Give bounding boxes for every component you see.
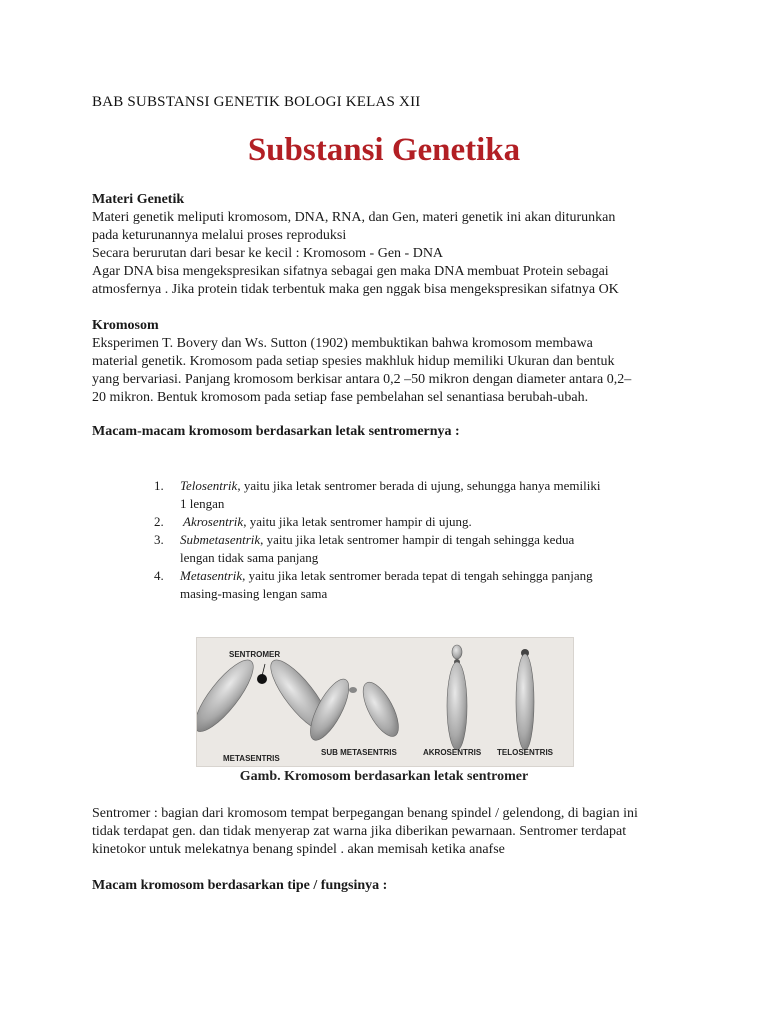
label-sentromer: SENTROMER [229, 650, 281, 659]
paragraph-line: material genetik. Kromosom pada setiap spesies makhluk hidup memiliki Ukuran dan bentuk [92, 354, 615, 369]
list-item: 2. Akrosentrik, yaitu jika letak sentromer hampir di ujung. [154, 514, 472, 529]
section-materi-genetik [92, 191, 692, 299]
section-kromosom [92, 317, 692, 407]
paragraph-line: tidak terdapat gen. dan tidak menyerap zat warna jika diberikan pewarnaan. Sentromer terdapat [92, 824, 627, 839]
document-header: BAB SUBSTANSI GENETIK BOLOGI KELAS XII [92, 94, 421, 110]
paragraph-line: yang bervariasi. Panjang kromosom berkisar antara 0,2 –50 mikron dengan diameter antara 0,2– [92, 372, 632, 387]
paragraph-line: Agar DNA bisa mengekspresikan sifatnya sebagai gen maka DNA membuat Protein sebagai [92, 264, 609, 279]
label-metasentris: METASENTRIS [223, 754, 280, 763]
fungsi-kromosom-heading: Macam kromosom berdasarkan tipe / fungsinya : [92, 878, 388, 893]
label-akrosentris: AKROSENTRIS [423, 748, 482, 757]
paragraph-line: Sentromer : bagian dari kromosom tempat berpegangan benang spindel / gelendong, di bagian ini [92, 806, 638, 821]
section-heading-materi: Materi Genetik [92, 192, 185, 207]
paragraph-line: kinetokor untuk melekatnya benang spindel . akan memisah ketika anafse [92, 842, 505, 857]
kromosom-types-list [154, 477, 694, 603]
label-submetasentris: SUB METASENTRIS [321, 748, 397, 757]
list-item: 3. Submetasentrik, yaitu jika letak sentromer hampir di tengah sehingga kedua lengan tidak sama panjang [154, 532, 575, 565]
acrocentric-chromosome [447, 645, 467, 750]
submetacentric-chromosome [303, 674, 405, 745]
telocentric-chromosome [516, 649, 534, 750]
list-item: 1. Telosentrik, yaitu jika letak sentromer berada di ujung, sehungga hanya memiliki 1 lengan [154, 478, 601, 511]
paragraph-line: 20 mikron. Bentuk kromosom pada setiap fase pembelahan sel senantiasa berubah-ubah. [92, 390, 589, 405]
page-title: Substansi Genetika [247, 132, 521, 168]
paragraph-line: Materi genetik meliputi kromosom, DNA, RNA, dan Gen, materi genetik ini akan diturunkan [92, 210, 616, 225]
macam-kromosom-heading: Macam-macam kromosom berdasarkan letak sentromernya : [92, 424, 460, 439]
list-item: 4. Metasentrik, yaitu jika letak sentromer berada tepat di tengah sehingga panjang masing-masing lengan sama [154, 568, 593, 601]
chromosome-figure [196, 637, 574, 767]
figure-caption: Gamb. Kromosom berdasarkan letak sentromer [239, 769, 529, 784]
paragraph-line: pada keturunannya melalui proses reproduksi [92, 228, 347, 243]
label-telosentris: TELOSENTRIS [497, 748, 554, 757]
section-heading-kromosom: Kromosom [92, 318, 159, 333]
paragraph-line: Secara berurutan dari besar ke kecil : Kromosom - Gen - DNA [92, 246, 444, 261]
paragraph-line: Eksperimen T. Bovery dan Ws. Sutton (1902) membuktikan bahwa kromosom membawa [92, 336, 593, 351]
paragraph-line: atmosfernya . Jika protein tidak terbentuk maka gen nggak bisa mengekspresikan sifatnya OK [92, 282, 619, 297]
section-sentromer [92, 805, 692, 859]
